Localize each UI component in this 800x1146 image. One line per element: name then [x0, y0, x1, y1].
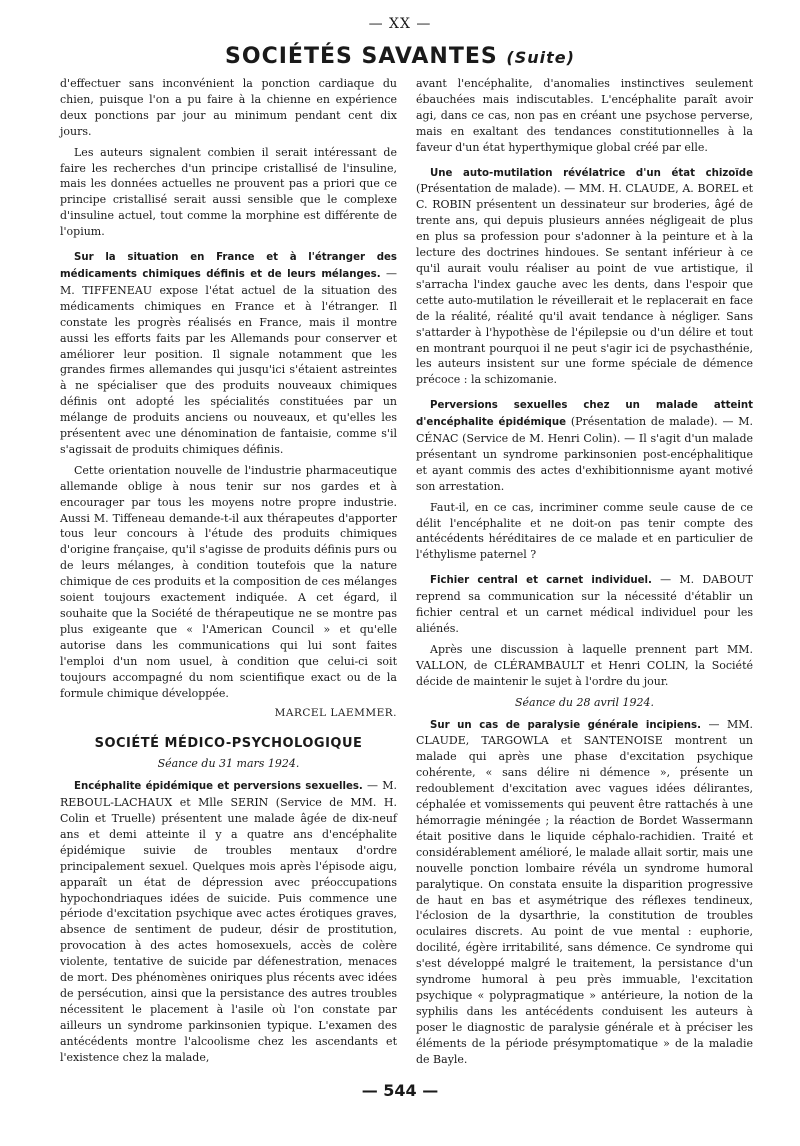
paragraph [416, 572, 753, 637]
page-roman-numeral: — XX — [368, 16, 432, 32]
paragraph-heading: Encéphalite épidémique et perversions sexuelles. [74, 781, 363, 793]
seance-date: Séance du 28 avril 1924. [514, 695, 655, 709]
page-title [0, 44, 800, 69]
paragraph [416, 165, 753, 389]
paragraph: avant l'encéphalite, d'anomalies instinctives seulement ébauchées mais indiscutables. L'encéphalite paraît avoir agi, dans ce cas, non pas en créant une psychose perverse, mais en exaltant des tendances constitutionnelles à la faveur d'un état hyperthymique global créé par elle. [416, 77, 753, 154]
left-column [60, 76, 397, 1070]
paragraph [416, 717, 753, 1068]
page-number: — 544 — [361, 1081, 439, 1100]
paragraph [416, 397, 753, 494]
paragraph-body: (Présentation de malade). — MM. H. CLAUDE, A. BOREL et C. ROBIN présentent un dessinateur sur broderies, âgé de trente ans, qui depuis plusieurs années négligeait de plus en plus sa profession pour s'adonner à la peinture et à la lecture des doctrines hindoues. Se sentant inférieur à ce qu'il aurait voulu réaliser au point de vue artistique, il s'arracha l'index gauche avec les dents, dans l'espoir que cette auto-mutilation le réveillerait et le replacerait en face de la réalité, réalité qu'il avait tendance à négliger. Sans s'attarder à l'hypothèse de l'épilepsie ou d'un délire et tout en montrant pourquoi il ne peut s'agir ici de psychasthénie, les auteurs insistent sur une forme spéciale de démence précoce : la schizomanie. [416, 182, 753, 387]
paragraph-body: — MM. CLAUDE, TARGOWLA et SANTENOISE montrent un malade qui après une phase d'excitation psychique cohérente, « sans délire ni démence », présente un redoublement d'excitation avec vagues idées délirantes, céphalée et vomissements qui peuvent être rattachés à une hémorragie méningée ; la réaction de Bordet Wassermann était positive dans le liquide céphalo-rachidien. Traité et considérablement amélioré, le malade allait sortir, mais une nouvelle ponction lombaire révéla un syndrome humoral paralytique. On constata ensuite la disparition progressive de haut en bas et asymétrique des réflexes tendineux, l'éclosion de la dysarthrie, la constitution de troubles oculaires discrets. Au point de vue mental : euphorie, docilité, égère irritabilité, sans démence. Ce syndrome qui s'est développé malgré le traitement, la persistance d'un syndrome humoral à peu près immuable, l'excitation psychique « polypragmatique » antérieure, la notion de la syphilis dans les antécédents conduisent les auteurs à poser le diagnostic de paralysie générale et à préciser les éléments de la période présymptomatique » de la maladie de Bayle. [416, 717, 754, 1066]
title-suite: (Suite) [506, 48, 575, 67]
paragraph [60, 778, 397, 1065]
paragraph-heading: Perversions sexuelles chez un malade atteint d'encéphalite épidémique [416, 400, 753, 429]
seance-date: Séance du 31 mars 1924. [157, 757, 300, 771]
paragraph [60, 249, 397, 458]
paragraph-heading: Sur la situation en France et à l'étranger des médicaments chimiques définis et de leurs mélanges. [60, 252, 397, 280]
paragraph-heading: Fichier central et carnet individuel. [430, 575, 652, 587]
title-text: SOCIÉTÉS SAVANTES [225, 44, 498, 69]
paragraph: Cette orientation nouvelle de l'industrie pharmaceutique allemande oblige à nous tenir sur nos gardes et à encourager par tous les moyens notre propre industrie. Aussi M. Tiffeneau demande-t-il aux thérapeutes d'apporter tous leur concours à l'étude des produits chimiques d'origine française, qu'il s'agisse de produits définis purs ou de leurs mélanges, à condition toutefois que la nature chimique de ces produits et la composition de ces mélanges soient toujours exactement indiquée. A cet égard, il souhaite que la Société de thérapeutique ne se montre pas plus exigeante que « l'American Council » et qu'elle autorise dans les communications qui lui sont faites l'emploi d'un nom usuel, à condition que celui-ci soit toujours accompagné du nom scientifique exact ou de la formule chimique développée. [60, 463, 397, 700]
paragraph: d'effectuer sans inconvénient la ponction cardiaque du chien, puisque l'on a pu faire à la chienne en expérience deux ponctions par jour au minimum pendant cent dix jours. [60, 77, 397, 138]
paragraph-body: — M. DABOUT reprend sa communication sur la nécessité d'établir un fichier central et un carnet médical individuel pour les aliénés. [416, 573, 754, 635]
section-title: SOCIÉTÉ MÉDICO-PSYCHOLOGIQUE [94, 736, 363, 752]
paragraph-body: — M. REBOUL-LACHAUX et Mlle SERIN (Service de MM. H. Colin et Truelle) présentent une malade âgée de dix-neuf ans et demi atteinte il y a quatre ans d'encéphalite épidémique suivie de troubles mentaux d'ordre principalement sexuel. Quelques mois après l'épisode aigu, apparaît un état de dépression avec préoccupations hypochondriaques idées de suicide. Puis commence une période d'excitation psychique avec actes érotiques graves, absence de sentiment de pudeur, désir de prostitution, provocation à des actes homosexuels, accès de colère violente, tentative de suicide par défenestration, menaces de mort. Des phénomènes oniriques plus récents avec idées de persécution, ainsi que la persistance des autres troubles nécessitent le placement à l'asile où l'on constate par ailleurs un syndrome parkinsonien typique. L'examen des antécédents montre l'alcoolisme chez les ascendants et l'existence chez la malade, [60, 779, 397, 1064]
paragraph-body: (Présentation de malade). — M. CÉNAC (Service de M. Henri Colin). — Il s'agit d'un malade présentant un syndrome parkinsonien post-encéphalitique et ayant commis des actes d'exhibitionnisme ayant motivé son arrestation. [416, 415, 754, 493]
paragraph-heading: Une auto-mutilation révélatrice d'un état chizoïde [430, 167, 753, 179]
paragraph: Les auteurs signalent combien il serait intéressant de faire les recherches d'un principe cristallisé de l'insuline, mais les données actuelles ne prouvent pas a priori que ce principe cristallisé serait aussi sensible que le complexe d'insuline actuel, tout comme la morphine est différente de l'opium. [60, 145, 397, 239]
paragraph-body: — M. TIFFENEAU expose l'état actuel de la situation des médicaments chimiques en France et à l'étranger. Il constate les progrès réalisés en France, mais il montre aussi les efforts faits par les Allemands pour conserver et améliorer leur position. Il signale notamment que les grandes firmes allemandes qui jusqu'ici s'étaient astreintes à ne spécialiser que des produits nouveaux chimiques définis ont adopté les spécialités constituées par un mélange de produits anciens ou nouveaux, et qu'elles les présentent avec une dénomination de fantaisie, comme s'il s'agissait de produits chimiques définis. [60, 266, 398, 456]
paragraph: Après une discussion à laquelle prennent part MM. VALLON, de CLÉRAMBAULT et Henri COLIN, la Société décide de maintenir le sujet à l'ordre du jour. [416, 642, 753, 688]
paragraph-heading: Sur un cas de paralysie générale incipiens. [430, 719, 701, 731]
paragraph: Faut-il, en ce cas, incriminer comme seule cause de ce délit l'encéphalite et ne doit-on pas tenir compte des antécédents héréditaires de ce malade et en particulier de l'éthylisme paternel ? [416, 500, 753, 562]
signature: MARCEL LAEMMER. [274, 707, 397, 720]
right-column [416, 76, 753, 1072]
